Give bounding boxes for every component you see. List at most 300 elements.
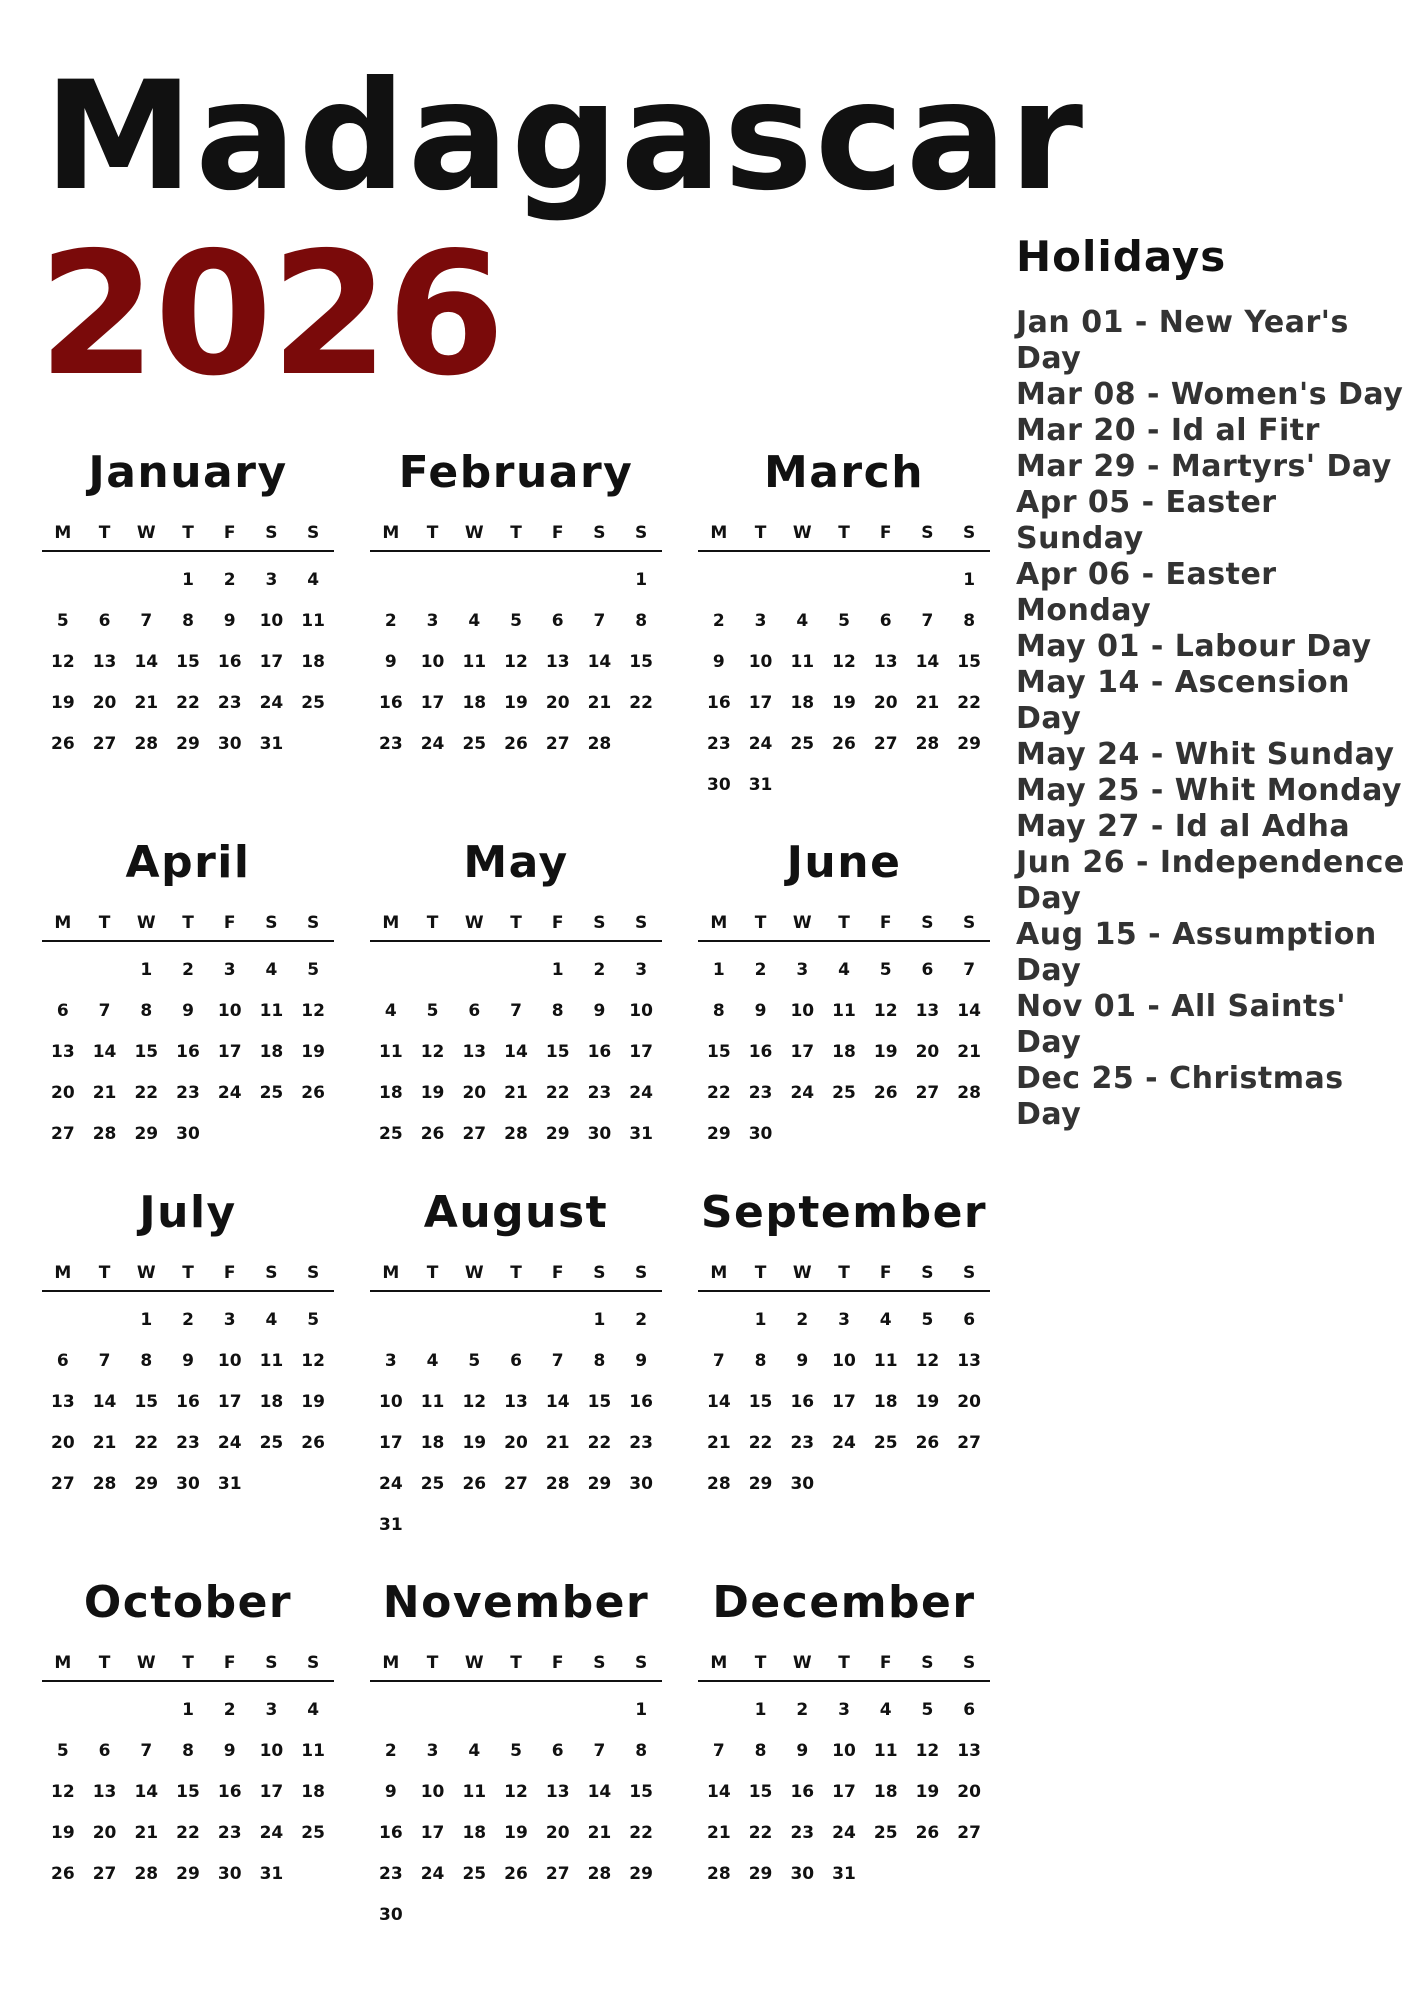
empty-cell xyxy=(125,1690,167,1731)
day-cell: 2 xyxy=(384,611,397,631)
day-cell: 21 xyxy=(587,1823,612,1843)
day-cell: 10 xyxy=(832,1351,856,1371)
divider xyxy=(370,940,662,942)
weekday-label: T xyxy=(510,1263,522,1283)
day-cell: 10 xyxy=(790,1001,815,1021)
day-cell: 7 xyxy=(98,1001,111,1021)
day-cell: 22 xyxy=(587,1433,612,1453)
day-cell: 12 xyxy=(301,1351,325,1371)
day-cell: 11 xyxy=(873,1741,898,1761)
day-cell: 12 xyxy=(51,1782,75,1802)
day-cell: 21 xyxy=(134,693,159,713)
empty-cell xyxy=(84,560,126,601)
weekday-header xyxy=(698,908,990,938)
day-cell: 10 xyxy=(832,1741,856,1761)
empty-cell xyxy=(84,1690,126,1731)
day-cell: 4 xyxy=(265,1310,278,1330)
day-cell: 16 xyxy=(790,1392,815,1412)
day-cell: 1 xyxy=(182,1700,194,1720)
day-cell: 26 xyxy=(915,1433,940,1453)
day-cell: 20 xyxy=(545,1823,570,1843)
weekday-label: F xyxy=(551,1263,564,1283)
day-cell: 16 xyxy=(379,1823,403,1843)
empty-cell xyxy=(370,1300,412,1341)
day-cell: 30 xyxy=(217,1864,242,1884)
day-cell: 1 xyxy=(963,570,976,590)
empty-cell xyxy=(698,1690,740,1731)
day-cell: 16 xyxy=(629,1392,653,1412)
day-grid xyxy=(42,1690,334,1895)
day-cell: 18 xyxy=(873,1392,898,1412)
day-cell: 18 xyxy=(462,1823,487,1843)
divider xyxy=(698,550,990,552)
empty-cell xyxy=(495,950,537,991)
day-cell: 21 xyxy=(545,1433,570,1453)
day-cell: 25 xyxy=(462,734,487,754)
weekday-label: T xyxy=(838,913,850,933)
month-name: March xyxy=(763,447,925,498)
day-cell: 3 xyxy=(426,1741,439,1761)
holiday-item: Apr 05 - Easter Sunday xyxy=(1016,485,1277,556)
day-cell: 13 xyxy=(545,1782,570,1802)
day-cell: 23 xyxy=(176,1433,200,1453)
day-cell: 13 xyxy=(51,1392,75,1412)
day-cell: 5 xyxy=(921,1310,934,1330)
day-cell: 8 xyxy=(754,1741,767,1761)
day-cell: 6 xyxy=(963,1310,976,1330)
day-cell: 6 xyxy=(56,1001,69,1021)
day-cell: 20 xyxy=(51,1083,75,1103)
weekday-label: T xyxy=(510,913,522,933)
day-cell: 21 xyxy=(504,1083,528,1103)
day-cell: 7 xyxy=(963,960,976,980)
empty-cell xyxy=(453,560,495,601)
day-cell: 14 xyxy=(587,1782,612,1802)
day-cell: 29 xyxy=(176,734,200,754)
weekday-label: F xyxy=(223,523,236,543)
day-cell: 17 xyxy=(790,1042,815,1062)
weekday-label: M xyxy=(54,1263,72,1283)
month-name: January xyxy=(88,447,288,498)
day-cell: 19 xyxy=(420,1083,445,1103)
day-cell: 27 xyxy=(51,1474,75,1494)
day-cell: 25 xyxy=(873,1823,898,1843)
weekday-label: T xyxy=(182,1263,194,1283)
day-cell: 10 xyxy=(259,611,284,631)
day-cell: 29 xyxy=(545,1124,570,1144)
day-cell: 8 xyxy=(593,1351,606,1371)
empty-cell xyxy=(453,950,495,991)
day-cell: 3 xyxy=(838,1310,850,1330)
day-cell: 10 xyxy=(748,652,773,672)
holiday-item: Nov 01 - All Saints' Day xyxy=(1016,989,1346,1060)
day-cell: 19 xyxy=(915,1782,940,1802)
day-cell: 17 xyxy=(832,1782,856,1802)
day-cell: 19 xyxy=(301,1392,325,1412)
day-cell: 9 xyxy=(635,1351,648,1371)
month-november xyxy=(370,1570,662,1936)
empty-cell xyxy=(453,1690,495,1731)
weekday-label: T xyxy=(426,1263,439,1283)
empty-cell xyxy=(412,560,454,601)
day-cell: 11 xyxy=(873,1351,898,1371)
day-cell: 17 xyxy=(259,652,284,672)
day-cell: 23 xyxy=(707,734,731,754)
weekday-label: S xyxy=(593,913,606,933)
day-cell: 12 xyxy=(504,1782,528,1802)
day-cell: 6 xyxy=(98,1741,111,1761)
holiday-item: May 25 - Whit Monday xyxy=(1016,773,1402,808)
weekday-label: T xyxy=(98,1653,111,1673)
day-cell: 13 xyxy=(915,1001,940,1021)
empty-cell xyxy=(125,560,167,601)
day-cell: 17 xyxy=(259,1782,284,1802)
weekday-label: W xyxy=(464,1263,484,1283)
empty-cell xyxy=(579,1690,621,1731)
day-cell: 21 xyxy=(587,693,612,713)
day-grid xyxy=(370,1300,662,1546)
weekday-header xyxy=(698,1258,990,1288)
day-cell: 8 xyxy=(182,1741,194,1761)
day-cell: 23 xyxy=(587,1083,612,1103)
day-cell: 19 xyxy=(462,1433,487,1453)
divider xyxy=(698,1680,990,1682)
day-cell: 4 xyxy=(468,611,481,631)
weekday-label: T xyxy=(754,913,767,933)
day-cell: 20 xyxy=(92,693,117,713)
day-cell: 7 xyxy=(140,1741,153,1761)
weekday-label: T xyxy=(838,523,850,543)
day-cell: 26 xyxy=(301,1083,325,1103)
day-cell: 7 xyxy=(551,1351,564,1371)
weekday-label: T xyxy=(510,523,522,543)
day-cell: 23 xyxy=(379,734,403,754)
day-cell: 5 xyxy=(879,960,892,980)
day-cell: 28 xyxy=(957,1083,981,1103)
empty-cell xyxy=(698,560,740,601)
day-cell: 21 xyxy=(707,1823,731,1843)
day-cell: 26 xyxy=(51,1864,75,1884)
weekday-header xyxy=(698,1648,990,1678)
weekday-header xyxy=(42,1648,334,1678)
day-cell: 11 xyxy=(462,652,487,672)
holiday-item: Mar 08 - Women's Day xyxy=(1016,377,1404,412)
day-cell: 22 xyxy=(748,1433,773,1453)
weekday-header xyxy=(42,518,334,548)
day-cell: 29 xyxy=(707,1124,731,1144)
month-august xyxy=(370,1180,662,1546)
day-cell: 11 xyxy=(379,1042,403,1062)
day-cell: 31 xyxy=(748,775,773,795)
month-name: November xyxy=(382,1577,650,1628)
day-cell: 23 xyxy=(217,1823,242,1843)
day-cell: 18 xyxy=(832,1042,856,1062)
day-cell: 5 xyxy=(307,1310,320,1330)
day-cell: 4 xyxy=(879,1310,892,1330)
weekday-label: F xyxy=(879,1653,892,1673)
day-cell: 15 xyxy=(629,652,653,672)
day-cell: 28 xyxy=(587,1864,612,1884)
day-cell: 5 xyxy=(921,1700,934,1720)
empty-cell xyxy=(84,1300,126,1341)
day-cell: 7 xyxy=(712,1351,725,1371)
day-cell: 30 xyxy=(379,1905,403,1925)
day-grid xyxy=(42,950,334,1155)
day-cell: 1 xyxy=(140,960,153,980)
month-may xyxy=(370,830,662,1155)
day-cell: 4 xyxy=(468,1741,481,1761)
month-name: August xyxy=(423,1187,609,1238)
empty-cell xyxy=(537,560,579,601)
weekday-label: M xyxy=(710,1263,728,1283)
weekday-label: T xyxy=(426,1653,439,1673)
day-cell: 24 xyxy=(217,1083,242,1103)
weekday-label: T xyxy=(182,523,194,543)
weekday-label: S xyxy=(963,1263,976,1283)
day-cell: 24 xyxy=(832,1823,856,1843)
day-cell: 24 xyxy=(420,734,445,754)
day-cell: 27 xyxy=(92,734,117,754)
day-cell: 23 xyxy=(790,1823,815,1843)
day-cell: 15 xyxy=(957,652,981,672)
day-grid xyxy=(42,1300,334,1505)
day-cell: 6 xyxy=(56,1351,69,1371)
day-cell: 17 xyxy=(217,1392,242,1412)
day-cell: 5 xyxy=(426,1001,439,1021)
day-cell: 14 xyxy=(707,1392,731,1412)
day-cell: 17 xyxy=(217,1042,242,1062)
empty-cell xyxy=(42,1690,84,1731)
day-cell: 28 xyxy=(134,734,159,754)
day-cell: 4 xyxy=(384,1001,397,1021)
day-cell: 7 xyxy=(593,611,606,631)
weekday-label: S xyxy=(593,1263,606,1283)
day-cell: 28 xyxy=(587,734,612,754)
day-cell: 21 xyxy=(92,1433,117,1453)
day-cell: 16 xyxy=(176,1042,200,1062)
weekday-label: F xyxy=(223,1653,236,1673)
day-cell: 5 xyxy=(56,1741,69,1761)
day-cell: 3 xyxy=(426,611,439,631)
day-cell: 17 xyxy=(420,1823,445,1843)
day-cell: 6 xyxy=(551,1741,564,1761)
day-cell: 28 xyxy=(545,1474,570,1494)
day-cell: 27 xyxy=(545,734,570,754)
day-cell: 10 xyxy=(420,652,445,672)
day-cell: 21 xyxy=(915,693,940,713)
day-cell: 9 xyxy=(223,611,236,631)
day-cell: 27 xyxy=(92,1864,117,1884)
empty-cell xyxy=(823,560,865,601)
day-cell: 16 xyxy=(379,693,403,713)
day-cell: 17 xyxy=(748,693,773,713)
day-cell: 29 xyxy=(176,1864,200,1884)
day-cell: 13 xyxy=(92,652,117,672)
divider xyxy=(370,550,662,552)
day-cell: 1 xyxy=(754,1700,767,1720)
day-cell: 18 xyxy=(873,1782,898,1802)
weekday-label: W xyxy=(792,1263,812,1283)
page-title: Madagascar xyxy=(44,50,1086,224)
day-cell: 17 xyxy=(379,1433,403,1453)
day-cell: 19 xyxy=(832,693,856,713)
day-cell: 28 xyxy=(92,1474,117,1494)
weekday-label: T xyxy=(426,913,439,933)
day-cell: 8 xyxy=(140,1001,153,1021)
empty-cell xyxy=(42,560,84,601)
day-grid xyxy=(370,950,662,1155)
day-cell: 3 xyxy=(838,1700,850,1720)
day-cell: 22 xyxy=(176,1823,200,1843)
day-cell: 24 xyxy=(217,1433,242,1453)
day-cell: 30 xyxy=(587,1124,612,1144)
weekday-label: S xyxy=(307,913,320,933)
weekday-label: T xyxy=(754,1653,767,1673)
divider xyxy=(698,1290,990,1292)
day-cell: 8 xyxy=(712,1001,725,1021)
day-cell: 25 xyxy=(379,1124,403,1144)
month-july xyxy=(42,1180,334,1505)
day-cell: 6 xyxy=(468,1001,481,1021)
day-cell: 23 xyxy=(217,693,242,713)
weekday-label: F xyxy=(879,523,892,543)
day-cell: 29 xyxy=(134,1474,159,1494)
day-cell: 28 xyxy=(707,1864,731,1884)
weekday-label: S xyxy=(635,523,648,543)
empty-cell xyxy=(907,560,949,601)
day-cell: 19 xyxy=(873,1042,898,1062)
day-cell: 16 xyxy=(790,1782,815,1802)
day-cell: 29 xyxy=(134,1124,159,1144)
empty-cell xyxy=(84,950,126,991)
weekday-label: S xyxy=(265,913,278,933)
weekday-label: S xyxy=(921,523,934,543)
day-cell: 25 xyxy=(301,693,325,713)
day-cell: 20 xyxy=(92,1823,117,1843)
month-february xyxy=(370,440,662,765)
holiday-item: Dec 25 - Christmas Day xyxy=(1016,1061,1344,1132)
day-cell: 9 xyxy=(712,652,725,672)
month-name: February xyxy=(398,447,634,498)
weekday-label: M xyxy=(382,1263,400,1283)
day-cell: 16 xyxy=(587,1042,612,1062)
weekday-label: M xyxy=(710,913,728,933)
day-cell: 13 xyxy=(504,1392,528,1412)
weekday-label: W xyxy=(136,1263,156,1283)
year-heading: 2026 xyxy=(38,216,504,414)
day-cell: 2 xyxy=(593,960,606,980)
day-cell: 20 xyxy=(915,1042,940,1062)
day-cell: 15 xyxy=(176,652,200,672)
weekday-header xyxy=(370,908,662,938)
day-cell: 15 xyxy=(707,1042,731,1062)
day-cell: 20 xyxy=(957,1782,981,1802)
empty-cell xyxy=(865,560,907,601)
month-name: June xyxy=(786,837,902,888)
day-cell: 28 xyxy=(915,734,940,754)
day-cell: 6 xyxy=(98,611,111,631)
day-cell: 16 xyxy=(176,1392,200,1412)
holiday-list xyxy=(1016,305,1406,1133)
day-cell: 27 xyxy=(504,1474,528,1494)
day-cell: 30 xyxy=(748,1124,773,1144)
weekday-label: S xyxy=(265,1653,278,1673)
divider xyxy=(42,550,334,552)
day-cell: 12 xyxy=(915,1741,940,1761)
weekday-label: S xyxy=(307,1653,320,1673)
empty-cell xyxy=(698,1300,740,1341)
day-cell: 12 xyxy=(462,1392,487,1412)
empty-cell xyxy=(495,560,537,601)
day-cell: 31 xyxy=(217,1474,242,1494)
day-cell: 21 xyxy=(92,1083,117,1103)
divider xyxy=(42,1680,334,1682)
day-cell: 19 xyxy=(504,1823,528,1843)
day-cell: 2 xyxy=(182,1310,194,1330)
day-cell: 22 xyxy=(176,693,200,713)
day-cell: 27 xyxy=(957,1433,981,1453)
day-cell: 18 xyxy=(379,1083,403,1103)
month-october xyxy=(42,1570,334,1895)
day-cell: 4 xyxy=(838,960,850,980)
day-cell: 9 xyxy=(182,1001,194,1021)
day-cell: 15 xyxy=(748,1782,773,1802)
empty-cell xyxy=(495,1300,537,1341)
empty-cell xyxy=(412,1690,454,1731)
day-cell: 13 xyxy=(462,1042,487,1062)
day-cell: 23 xyxy=(790,1433,815,1453)
day-cell: 22 xyxy=(748,1823,773,1843)
weekday-label: T xyxy=(754,1263,767,1283)
day-grid xyxy=(370,560,662,765)
day-cell: 3 xyxy=(265,1700,278,1720)
divider xyxy=(42,940,334,942)
day-cell: 14 xyxy=(587,652,612,672)
day-cell: 3 xyxy=(384,1351,397,1371)
day-cell: 18 xyxy=(259,1042,284,1062)
day-grid xyxy=(698,1690,990,1895)
day-cell: 11 xyxy=(259,1351,284,1371)
day-cell: 20 xyxy=(957,1392,981,1412)
day-cell: 26 xyxy=(420,1124,445,1144)
day-cell: 7 xyxy=(921,611,934,631)
empty-cell xyxy=(42,1300,84,1341)
day-cell: 19 xyxy=(51,1823,75,1843)
day-cell: 28 xyxy=(707,1474,731,1494)
day-cell: 6 xyxy=(921,960,934,980)
holidays-heading: Holidays xyxy=(1016,232,1227,281)
weekday-label: S xyxy=(307,1263,320,1283)
day-grid xyxy=(698,560,990,806)
day-cell: 3 xyxy=(265,570,278,590)
holiday-item: Mar 20 - Id al Fitr xyxy=(1016,413,1320,448)
day-cell: 26 xyxy=(832,734,856,754)
day-cell: 19 xyxy=(915,1392,940,1412)
divider xyxy=(42,1290,334,1292)
day-cell: 22 xyxy=(545,1083,570,1103)
weekday-label: W xyxy=(464,523,484,543)
day-cell: 11 xyxy=(259,1001,284,1021)
day-grid xyxy=(698,950,990,1155)
day-cell: 23 xyxy=(748,1083,773,1103)
day-cell: 8 xyxy=(754,1351,767,1371)
day-cell: 20 xyxy=(462,1083,487,1103)
day-cell: 6 xyxy=(963,1700,976,1720)
day-cell: 30 xyxy=(217,734,242,754)
day-cell: 9 xyxy=(593,1001,606,1021)
day-cell: 26 xyxy=(301,1433,325,1453)
month-june xyxy=(698,830,990,1155)
